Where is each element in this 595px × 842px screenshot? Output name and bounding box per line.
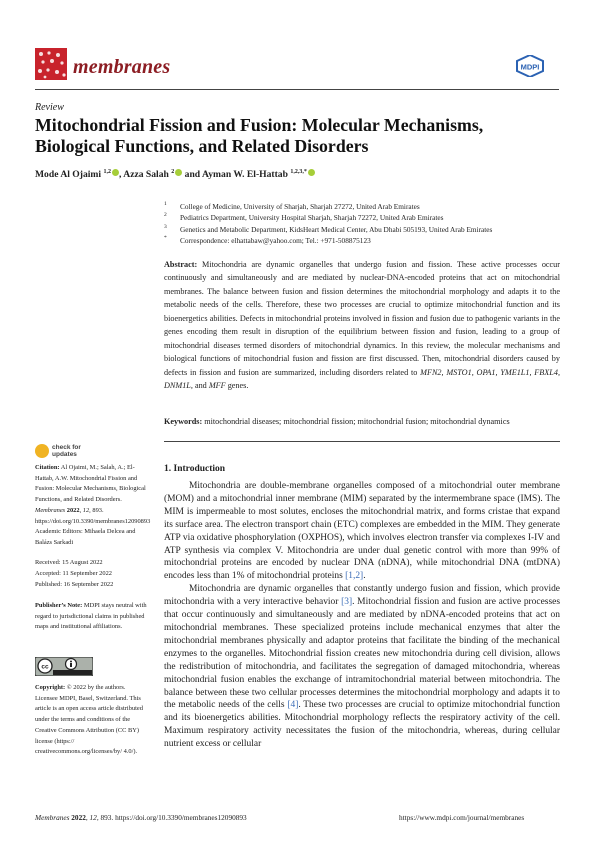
footer-doi[interactable]: 893. https://doi.org/10.3390/membranes12090893 xyxy=(100,813,247,822)
svg-text:cc: cc xyxy=(41,663,49,671)
footer-year: 2022 xyxy=(71,813,86,822)
keywords-text: mitochondrial diseases; mitochondrial fission; mitochondrial fusion; mitochondrial dynamics xyxy=(204,417,510,426)
citation-link[interactable]: [4] xyxy=(287,700,299,711)
author-affil-sup: 1,2 xyxy=(103,169,111,175)
affiliation-number: 2 xyxy=(164,212,167,218)
orcid-icon[interactable] xyxy=(112,169,119,176)
affiliation-number: 3 xyxy=(164,224,167,230)
affiliation-text: Pediatrics Department, University Hospital Sharjah, Sharjah 72272, United Arab Emirates xyxy=(180,213,444,222)
orcid-icon[interactable] xyxy=(175,169,182,176)
paragraph xyxy=(164,583,560,751)
citation-year: 2022 xyxy=(66,506,80,514)
citation-block: Citation: Al Ojaimi, M.; Salah, A.; El-Hattab, A.W. Mitochondrial Fission and Fusion: Molecular Mechanisms, Biological Functions, and Related Disorders. Membranes 2022, 12, 893. https://doi.org/10.3390/membranes12090893 xyxy=(35,464,151,525)
orcid-icon[interactable] xyxy=(308,169,315,176)
affiliation-text: College of Medicine, University of Sharjah, Sharjah 27272, United Arab Emirates xyxy=(180,202,420,211)
article-title: Mitochondrial Fission and Fusion: Molecular Mechanisms, Biological Functions, and Related Disorders xyxy=(35,115,484,156)
abstract-genes: MFN2, MSTO1, OPA1, YME1L1, FBXL4, DNM1L, xyxy=(164,367,561,391)
author-list: Mode Al Ojaimi $^{1,2}$ , Azza Salah $^2$ and Ayman W. El-Hattab $^{1,2,3,*}$ xyxy=(35,169,315,180)
citation-link[interactable]: [1,2] xyxy=(345,571,364,582)
publisher-note-text: MDPI stays neutral with regard to jurisdictional claims in published maps and institutional affiliations. xyxy=(35,602,147,631)
abstract-label: Abstract: xyxy=(164,260,198,269)
footer-journal: Membranes xyxy=(35,813,70,822)
copyright-text: © 2022 by the authors. Licensee MDPI, Basel, Switzerland. This article is an open access article distributed under the terms and conditions of the Creative Commons Attribution (CC BY) license (https:// creativecommons.org/licenses/by/ 4.0/). xyxy=(35,684,143,756)
publisher-note xyxy=(35,601,149,633)
citation-doi[interactable]: 893. https://doi.org/10.3390/membranes12090893 xyxy=(35,506,151,525)
paragraph: Mitochondria are double-membrane organelles composed of a mitochondrial outer membrane (MOM) and a mitochondrial inner membrane (MIM) separated by the intermembrane space (IMS). The MIM is impermeable to most solutes, encloses the mitochondrial matrix, and forms cristae that expand its surface area. The electron transport chain (ETC) complexes are embedded in the MIM. They generate ATP via oxidative phosphorylation (OXPHOS), which involves electron transfer via complexes I-IV and ATP synthesis via complex V. Mitochondria are under dual genetic control with more than 99% of mitochondrial proteins are encoded by nuclear DNA (nDNA), while mitochondrial DNA (mtDNA) encodes less than 1% of mitochondrial proteins [1,2]. xyxy=(164,481,560,582)
mdpi-logo xyxy=(516,55,544,77)
abstract-end: genes. xyxy=(227,381,249,391)
section-rule xyxy=(164,441,560,442)
check-for-updates-icon xyxy=(35,444,49,458)
abstract xyxy=(164,258,560,393)
paragraph-text: . Mitochondrial fission and fusion are active processes that occur continuously and simultaneously and are mediated by nDNA-encoded proteins that act on mitochondrial membranes. These specialized proteins include mechanical enzymes that alter the mitochondrial membranes physically and adaptor proteins that facilitate the binding of the mechanical enzymes to the organelles. Mitochondrial fission creates new mitochondria during cell division, allows the redistribution of mitochondria, and facilitates the segregation of damaged mitochondria, whereas mitochondrial fusion enables the exchange of intramitochondrial material between mitochondria. The balance between these two cellular processes determines the mitochondrial morphology and adapts it to the metabolic needs of the cells xyxy=(164,597,560,711)
journal-name: membranes xyxy=(73,56,171,78)
check-for-updates-button[interactable] xyxy=(35,442,92,460)
keywords xyxy=(164,417,560,426)
paragraph-text: . These two processes are crucial to optimize mitochondrial function and its bioenergetics abilities. Mitochondrial morphology reflects the respiratory activity of the cell. Maximum respiratory activity necessitates the fusion of the mitochondria, whereas, during cellular nutrient excess or cellular xyxy=(164,700,560,750)
affiliation-number: 1 xyxy=(164,201,167,207)
check-for-updates-label: check for updates xyxy=(52,444,81,459)
cc-by-license-icon[interactable] xyxy=(35,657,93,676)
citation-volume: 12, xyxy=(82,506,91,514)
keywords-label: Keywords: xyxy=(164,417,203,426)
copyright-label: Copyright: xyxy=(35,684,66,691)
membranes-journal-logo xyxy=(35,48,67,80)
copyright-notice xyxy=(35,683,149,758)
abstract-text: Mitochondria are dynamic organelles that undergo fusion and fission. These active processes occur continuously and simultaneously and are mediated by nuclear-DNA-encoded proteins that act on mitochondrial membranes. The balance between fusion and fission determines the mitochondrial morphology and adapts it to the metabolic needs of the cells. Therefore, these two processes are crucial to optimize mitochondrial function and its bioenergetics abilities. Defects in mitochondrial proteins involved in fission and fusion due to pathogenic variants in the genes encoding them result in disruption of the equilibrium between fission and fusion, leading to a group of mitochondrial diseases termed disorders of mitochondrial dynamics. In this review, the molecular mechanisms and biological functions of mitochondrial fusion and fission are first discussed. Then, mitochondrial disorders caused by defects in fission and fusion are summarized, including disorders related to xyxy=(164,260,561,377)
author-affil-sup: 2 xyxy=(171,169,175,175)
section-heading: 1. Introduction xyxy=(164,464,226,474)
citation-link[interactable]: [3] xyxy=(341,597,353,608)
footer-journal-url[interactable]: https://www.mdpi.com/journal/membranes xyxy=(399,813,525,822)
author-name[interactable]: Azza Salah xyxy=(123,169,169,181)
footer-citation: Membranes 2022, 12, 893. https://doi.org/10.3390/membranes12090893 xyxy=(35,813,247,822)
received-date: Received: 15 August 2022 xyxy=(35,559,103,566)
paragraph-text: Mitochondria are double-membrane organelles composed of a mitochondrial outer membrane (MOM) and a mitochondrial inner membrane (MIM) separated by the intermembrane space (IMS). The MIM is impermeable to most solutes, encloses the mitochondrial matrix, and forms cristae that expand its surface area. The electron transport chain (ETC) complexes are embedded in the MIM. They generate ATP via oxidative phosphorylation (OXPHOS), which involves electron transfer via complexes I-IV and ATP synthesis via complex V. Mitochondria are under dual genetic control with more than 99% of mitochondrial proteins are encoded by nuclear DNA (nDNA), while mitochondrial DNA (mtDNA) encodes less than 1% of mitochondrial proteins xyxy=(164,481,560,582)
article-type: Review xyxy=(35,102,64,113)
affiliation-text: Genetics and Metabolic Department, KidsHeart Medical Center, Abu Dhabi 505193, United Arab Emirates xyxy=(180,225,493,234)
correspondence-text[interactable]: Correspondence: elhattabaw@yahoo.com; Tel.: +971-508875123 xyxy=(180,236,371,245)
body-text xyxy=(164,480,560,751)
footer-volume: 12, xyxy=(89,813,99,822)
header-rule xyxy=(35,89,559,90)
citation-text: Al Ojaimi, M.; Salah, A.; El-Hattab, A.W. Mitochondrial Fission and Fusion: Molecular Mechanisms, Biological Functions, and Related Disorders. xyxy=(35,464,146,504)
academic-editors: Academic Editors: Mihaela Delcea and Balázs Sarkadi xyxy=(35,528,136,546)
paragraph-text: Mitochondria are dynamic organelles that constantly undergo fusion and fission, which provide mitochondria with a very interactive behavior xyxy=(164,584,560,608)
author-affil-sup: 1,2,3,* xyxy=(290,169,307,175)
author-name[interactable]: Ayman W. El-Hattab xyxy=(202,169,288,181)
citation-label: Citation: xyxy=(35,464,60,471)
affiliation-number: * xyxy=(164,235,167,241)
published-date: Published: 16 September 2022 xyxy=(35,581,114,588)
publisher-note-label: Publisher’s Note: xyxy=(35,602,83,609)
abstract-last-gene: MFF xyxy=(208,381,226,391)
mdpi-logo-text: MDPI xyxy=(520,62,540,72)
abstract-and: and xyxy=(194,381,207,391)
accepted-date: Accepted: 11 September 2022 xyxy=(35,570,112,577)
citation-journal: Membranes xyxy=(35,506,66,514)
author-name[interactable]: Mode Al Ojaimi xyxy=(35,169,102,181)
